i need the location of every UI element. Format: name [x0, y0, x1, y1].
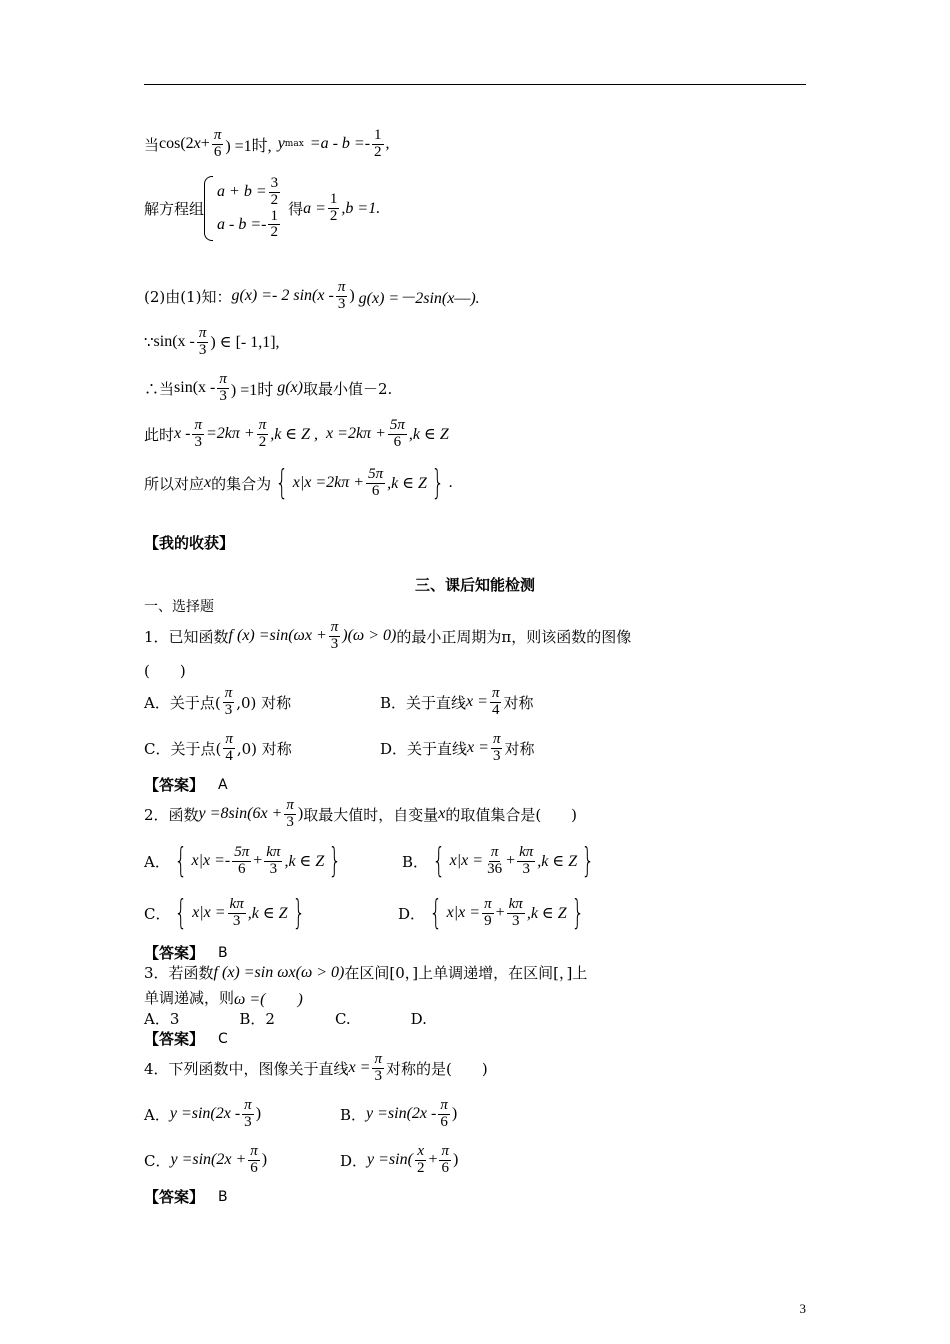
option-b[interactable]: B．关于直线 x = $\frac{\pi}{4}$ 对称	[380, 685, 534, 718]
text: ∴当	[144, 379, 175, 398]
fraction: $\frac{1}{2}$	[329, 191, 338, 224]
q2-options-ab	[144, 841, 599, 881]
q3-stem-2: 单调递减，则 ω =( )	[144, 989, 303, 1008]
option-b[interactable]: B． y =sin(2x - $\frac{\pi}{6}$ )	[340, 1097, 458, 1130]
q4-options-cd	[144, 1144, 458, 1177]
q2-stem: 2．函数 y =8sin(6x + $\frac{\pi}{3}$ ) 取最大值时，自变量 x 的取值集合是( )	[144, 797, 578, 830]
q3-answer: 【答案】 C	[144, 1030, 228, 1048]
math: x	[204, 474, 212, 491]
harvest-heading: 【我的收获】	[144, 534, 235, 552]
math: a =	[303, 199, 326, 217]
math: ,b =1.	[341, 199, 381, 217]
option-c[interactable]: C．关于点( $\frac{\pi}{4}$ ,0) 对称	[144, 731, 292, 764]
math: =a - b =-	[309, 135, 371, 153]
math: .	[448, 474, 453, 491]
q1-options-cd	[144, 732, 534, 765]
text: 取最小值－2.	[302, 379, 393, 398]
math: sin(x -	[174, 379, 216, 397]
solution-line-1	[144, 128, 390, 161]
fraction: $\frac{5\pi}{6}$	[389, 417, 405, 450]
option-a[interactable]: A． { x|x =- $\frac{5\pi}{6}$ + $\frac{k\pi}{3}$ ,k ∈ Z }	[144, 841, 342, 881]
q1-paren: ( )	[144, 662, 186, 680]
section-title: 三、课后知能检测	[414, 576, 535, 594]
solution-line-4	[144, 326, 280, 359]
math: ) =1时,	[225, 137, 272, 155]
left-brace: {	[275, 463, 289, 503]
math: ,k ∈ Z	[408, 426, 449, 444]
solution-line-2	[144, 176, 380, 241]
option-c[interactable]: C． { x|x = $\frac{k\pi}{3}$ ,k ∈ Z }	[144, 893, 305, 933]
math: g(x)	[277, 379, 303, 397]
option-d[interactable]: D． y =sin( $\frac{x}{2}$ + $\frac{\pi}{6}$ )	[340, 1143, 459, 1176]
q2-options-cd	[144, 893, 588, 933]
math: g(x) =－2sin(x―).	[358, 289, 480, 307]
fraction: $\frac{5\pi}{6}$	[368, 465, 384, 499]
option-c[interactable]: C． y =sin(2x + $\frac{\pi}{6}$ )	[144, 1143, 268, 1176]
math: ,k ∈ Z	[387, 475, 427, 492]
sub-title: 一、选择题	[144, 599, 214, 615]
fraction: $\frac{\pi}{6}$	[213, 127, 222, 160]
math: +	[200, 135, 210, 153]
right-brace: }	[431, 463, 445, 503]
fraction: $\frac{\pi}{3}$	[219, 371, 227, 404]
fraction: $\frac{\pi}{3}$	[337, 279, 346, 312]
header-rule	[144, 84, 806, 85]
text: 得	[288, 200, 304, 218]
math: cos(2	[159, 135, 194, 153]
solution-line-3	[144, 280, 480, 313]
math: ,k ∈ Z ,	[270, 426, 319, 444]
option-a[interactable]: A．关于点( $\frac{\pi}{3}$ ,0) 对称	[144, 685, 292, 718]
solution-line-7	[144, 463, 453, 503]
math: y	[277, 135, 285, 153]
page-number: 3	[799, 1301, 806, 1316]
math: x =2kπ +	[326, 425, 386, 443]
math: g(x) =- 2 sin(x -	[231, 287, 334, 305]
math: )	[349, 287, 355, 305]
math: x|x =2kπ +	[292, 474, 365, 491]
q3-options[interactable]: A．3 B．2 C. D.	[144, 1010, 427, 1028]
fraction: $\frac{\pi}{3}$	[194, 417, 202, 450]
fraction: $\frac{\pi}{2}$	[258, 417, 267, 450]
fraction: $\frac{1}{2}$	[374, 127, 382, 160]
math: x	[193, 135, 201, 153]
math: ) ∈ [- 1,1],	[210, 334, 280, 352]
fraction: $\frac{\pi}{3}$	[198, 325, 207, 358]
text: 此时	[144, 425, 175, 444]
text: 所以对应	[144, 474, 205, 493]
q1-answer: 【答案】 A	[144, 776, 228, 794]
equation-system: a + b = $\frac{3}{2}$ a - b =- $\frac{1}{2}$	[204, 176, 282, 241]
q4-options-ab	[144, 1098, 457, 1131]
q4-stem: 4．下列函数中，图像关于直线 x = $\frac{\pi}{3}$ 对称的是( )	[144, 1051, 488, 1084]
q4-answer: 【答案】 B	[144, 1188, 228, 1206]
text: (2)由(1)知：	[144, 287, 232, 306]
math: x -	[174, 425, 191, 443]
math: sin(x -	[153, 333, 195, 351]
text: 当	[144, 135, 160, 154]
option-a[interactable]: A． y =sin(2x - $\frac{\pi}{3}$ )	[144, 1097, 262, 1130]
option-b[interactable]: B． { x|x = $\frac{\pi}{36}$ + $\frac{k\pi}{3}$ ,k ∈ Z }	[402, 841, 595, 881]
option-d[interactable]: D．关于直线 x = $\frac{\pi}{3}$ 对称	[380, 731, 535, 764]
q1-options-ab	[144, 686, 533, 719]
option-d[interactable]: D． { x|x = $\frac{\pi}{9}$ + $\frac{k\pi}{3}$ ,k ∈ Z }	[398, 893, 584, 933]
q2-answer: 【答案】 B	[144, 944, 228, 962]
q3-stem: 3．若函数 f (x) =sin ωx(ω > 0) 在区间[0，]上单调递增，在区间[，]上	[144, 963, 588, 982]
math: ) =1时	[230, 381, 274, 399]
text: 的集合为	[211, 474, 272, 493]
q1-stem: 1．已知函数 f (x) =sin(ωx + $\frac{\pi}{3}$ )(ω > 0) 的最小正周期为π，则该函数的图像	[144, 619, 632, 652]
solution-line-5	[144, 372, 392, 405]
because-symbol: ∵	[144, 333, 154, 352]
text: 解方程组	[144, 200, 205, 218]
math: ,	[385, 135, 390, 153]
subscript: max	[284, 139, 304, 150]
solution-line-6	[144, 418, 449, 451]
math: =2kπ +	[205, 425, 255, 443]
